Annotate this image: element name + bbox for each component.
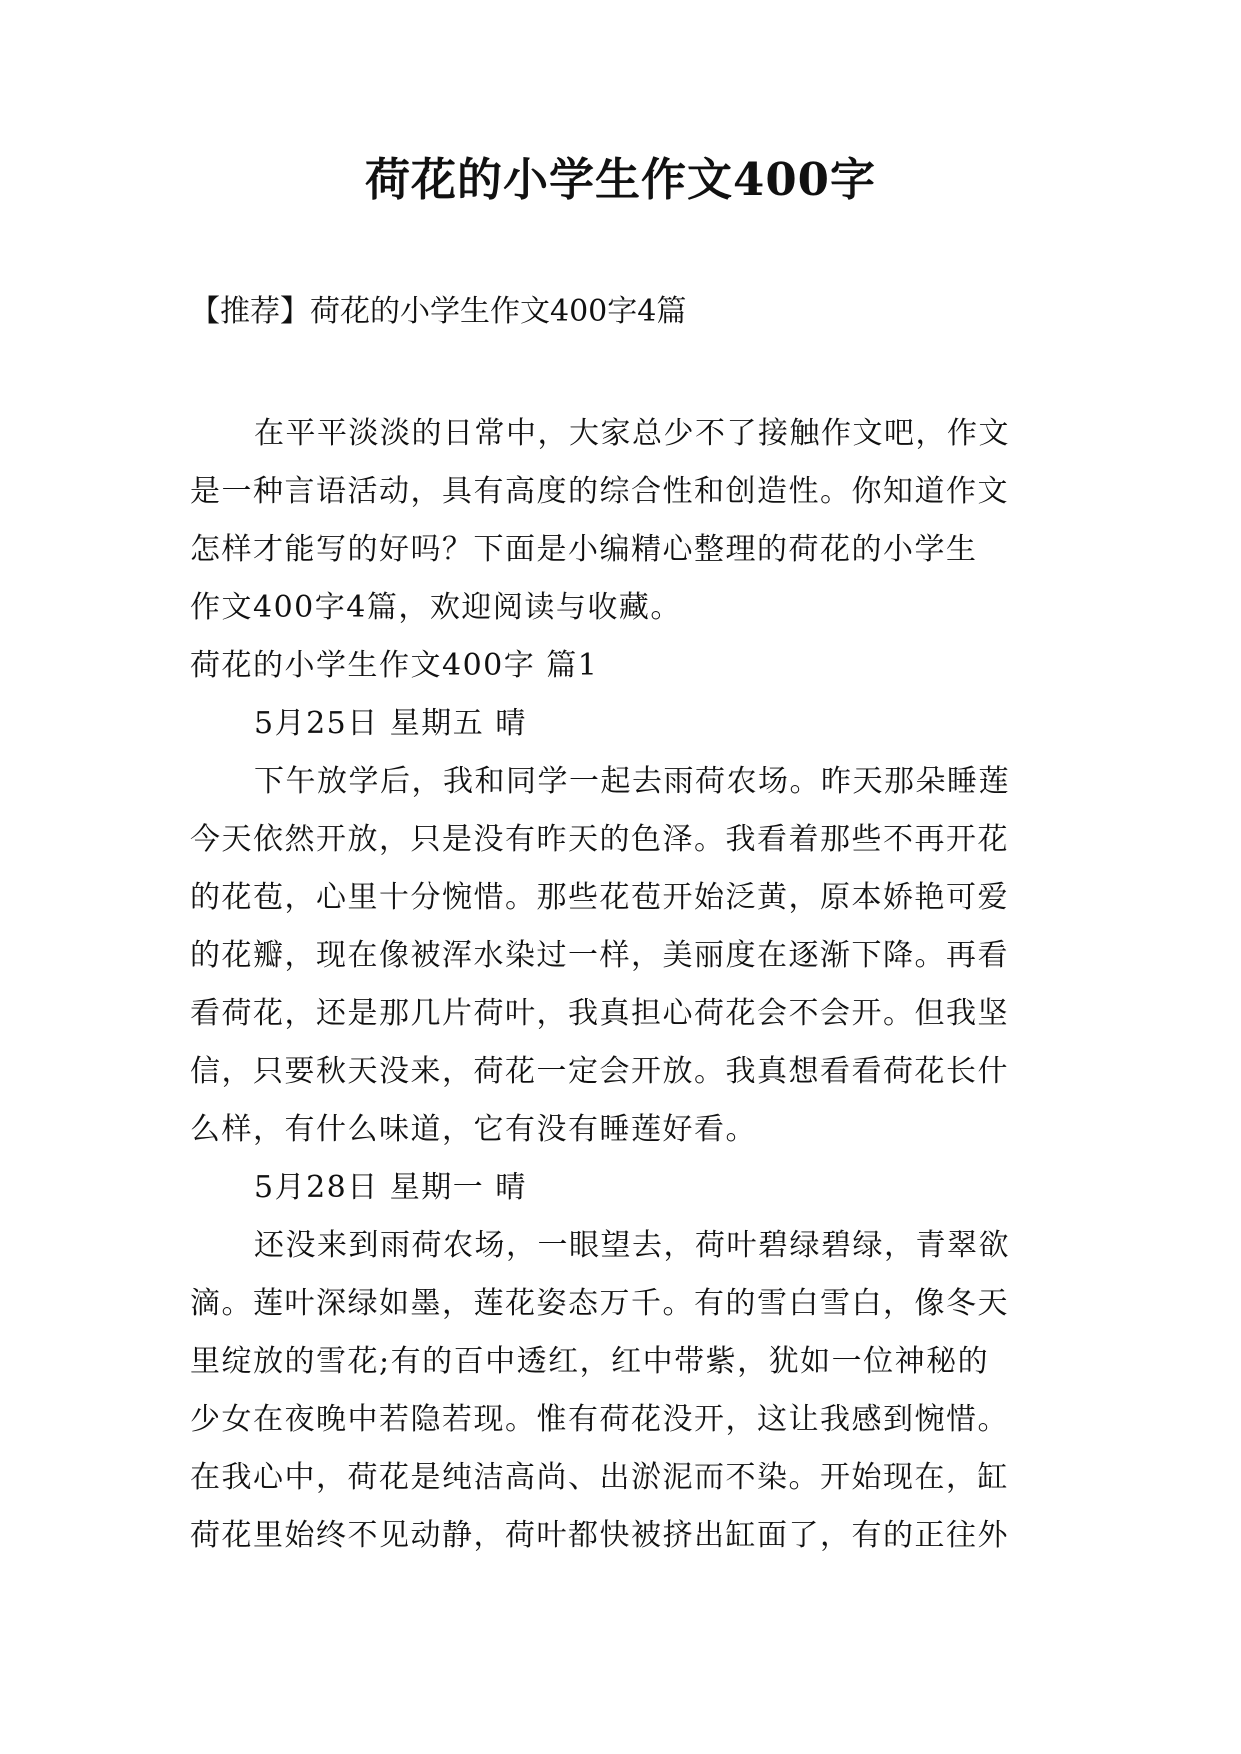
body-line: 今天依然开放，只是没有昨天的色泽。我看着那些不再开花	[190, 822, 1009, 857]
body-line: 么样，有什么味道，它有没有睡莲好看。	[190, 1112, 757, 1147]
body-line: 看荷花，还是那几片荷叶，我真担心荷花会不会开。但我坚	[190, 996, 1009, 1031]
body-line: 下午放学后，我和同学一起去雨荷农场。昨天那朵睡莲	[254, 764, 1010, 799]
body-line: 怎样才能写的好吗？下面是小编精心整理的荷花的小学生	[190, 532, 978, 567]
body-line: 滴。莲叶深绿如墨，莲花姿态万千。有的雪白雪白，像冬天	[190, 1286, 1009, 1321]
body-line: 少女在夜晚中若隐若现。惟有荷花没开，这让我感到惋惜。	[190, 1402, 1009, 1437]
body-line: 作文400字4篇，欢迎阅读与收藏。	[190, 590, 682, 625]
body-line: 5月28日 星期一 晴	[254, 1170, 527, 1205]
body-line: 在我心中，荷花是纯洁高尚、出淤泥而不染。开始现在，缸	[190, 1460, 1009, 1495]
body-line: 在平平淡淡的日常中，大家总少不了接触作文吧，作文	[254, 416, 1010, 451]
body-line: 荷花的小学生作文400字 篇1	[190, 648, 599, 683]
body-line: 的花瓣，现在像被浑水染过一样，美丽度在逐渐下降。再看	[190, 938, 1009, 973]
document-subtitle: 【推荐】荷花的小学生作文400字4篇	[190, 294, 687, 329]
body-line: 还没来到雨荷农场，一眼望去，荷叶碧绿碧绿，青翠欲	[254, 1228, 1010, 1263]
body-line: 里绽放的雪花;有的百中透红，红中带紫，犹如一位神秘的	[190, 1344, 990, 1379]
body-line: 荷花里始终不见动静，荷叶都快被挤出缸面了，有的正往外	[190, 1518, 1009, 1553]
body-line: 的花苞，心里十分惋惜。那些花苞开始泛黄，原本娇艳可爱	[190, 880, 1009, 915]
body-line: 5月25日 星期五 晴	[254, 706, 527, 741]
body-line: 信，只要秋天没来，荷花一定会开放。我真想看看荷花长什	[190, 1054, 1009, 1089]
document-title: 荷花的小学生作文400字	[365, 153, 876, 206]
body-line: 是一种言语活动，具有高度的综合性和创造性。你知道作文	[190, 474, 1009, 509]
document-body	[190, 405, 1070, 1565]
